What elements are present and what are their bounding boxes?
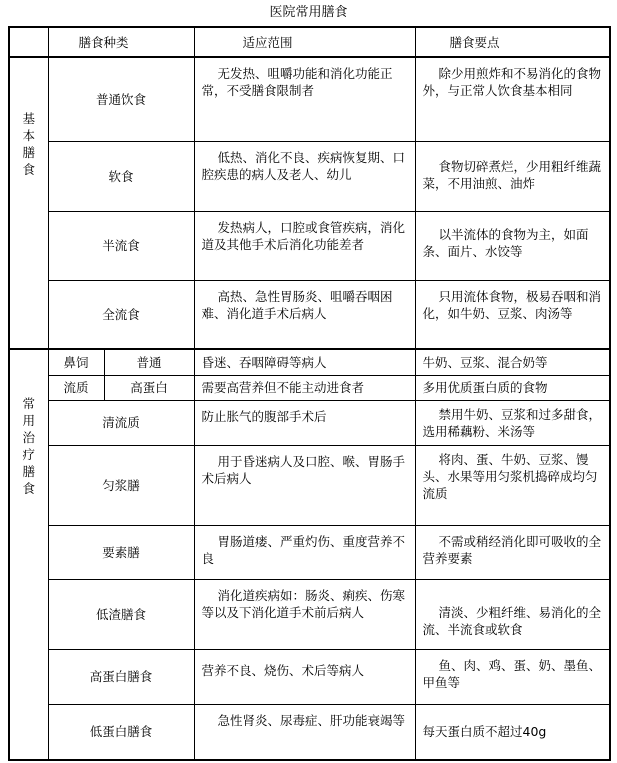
diet-name: 低渣膳食 <box>48 579 194 649</box>
diet-scope: 营养不良、烧伤、术后等病人 <box>194 649 415 704</box>
header-blank-cell <box>9 27 48 57</box>
diet-scope: 发热病人，口腔或食管疾病，消化道及其他手术后消化功能差者 <box>194 211 415 280</box>
table-row <box>9 649 610 704</box>
diet-name: 软食 <box>48 141 194 211</box>
diet-requirements: 清淡、少粗纤维、易消化的全流、半流食或软食 <box>415 579 610 649</box>
diet-name: 清流质 <box>48 400 194 445</box>
diet-requirements: 将肉、蛋、牛奶、豆浆、馒头、水果等用匀浆机捣碎成均匀流质 <box>415 445 610 525</box>
diet-requirements: 多用优质蛋白质的食物 <box>415 375 610 400</box>
table-row <box>9 57 610 141</box>
table-row <box>9 400 610 445</box>
diet-scope: 消化道疾病如：肠炎、痢疾、伤寒等以及下消化道手术前后病人 <box>194 579 415 649</box>
header-row <box>9 27 610 57</box>
diet-scope: 低热、消化不良、疾病恢复期、口腔疾患的病人及老人、幼儿 <box>194 141 415 211</box>
category-therapeutic-label: 常用治疗膳食 <box>22 395 35 496</box>
diet-scope: 需要高营养但不能主动进食者 <box>194 375 415 400</box>
diet-table <box>8 26 611 761</box>
table-row <box>9 525 610 579</box>
diet-name: 高蛋白 <box>104 375 194 400</box>
diet-name: 半流食 <box>48 211 194 280</box>
diet-scope: 防止胀气的腹部手术后 <box>194 400 415 445</box>
table-row <box>9 375 610 400</box>
category-basic <box>9 57 48 349</box>
diet-name: 高蛋白膳食 <box>48 649 194 704</box>
diet-scope: 急性肾炎、尿毒症、肝功能衰竭等 <box>194 704 415 760</box>
diet-scope: 无发热、咀嚼功能和消化功能正常，不受膳食限制者 <box>194 57 415 141</box>
diet-name: 普通 <box>104 349 194 375</box>
diet-scope: 高热、急性胃肠炎、咀嚼吞咽困难、消化道手术后病人 <box>194 280 415 349</box>
header-scope: 适应范围 <box>194 27 415 57</box>
diet-requirements: 鱼、肉、鸡、蛋、奶、墨鱼、甲鱼等 <box>415 649 610 704</box>
diet-requirements: 食物切碎煮烂，少用粗纤维蔬菜，不用油煎、油炸 <box>415 141 610 211</box>
tube-feeding-label-top: 鼻饲 <box>48 349 104 375</box>
table-row <box>9 141 610 211</box>
tube-feeding-label-bottom: 流质 <box>48 375 104 400</box>
header-requirements: 膳食要点 <box>415 27 610 57</box>
diet-scope: 昏迷、吞咽障碍等病人 <box>194 349 415 375</box>
table-row <box>9 579 610 649</box>
diet-name: 普通饮食 <box>48 57 194 141</box>
diet-requirements: 禁用牛奶、豆浆和过多甜食，选用稀藕粉、米汤等 <box>415 400 610 445</box>
diet-requirements: 除少用煎炸和不易消化的食物外，与正常人饮食基本相同 <box>415 57 610 141</box>
diet-name: 匀浆膳 <box>48 445 194 525</box>
diet-scope: 胃肠道瘘、严重灼伤、重度营养不良 <box>194 525 415 579</box>
diet-requirements: 以半流体的食物为主，如面条、面片、水饺等 <box>415 211 610 280</box>
category-basic-label: 基本膳食 <box>22 111 35 177</box>
diet-name: 全流食 <box>48 280 194 349</box>
table-row <box>9 349 610 375</box>
diet-requirements: 只用流体食物，极易吞咽和消化，如牛奶、豆浆、肉汤等 <box>415 280 610 349</box>
table-row <box>9 280 610 349</box>
diet-requirements: 不需或稍经消化即可吸收的全营养要素 <box>415 525 610 579</box>
table-row <box>9 211 610 280</box>
header-diet-type: 膳食种类 <box>48 27 194 57</box>
diet-requirements: 牛奶、豆浆、混合奶等 <box>415 349 610 375</box>
diet-name: 低蛋白膳食 <box>48 704 194 760</box>
category-therapeutic <box>9 349 48 760</box>
table-row <box>9 704 610 760</box>
table-row <box>9 445 610 525</box>
diet-scope: 用于昏迷病人及口腔、喉、胃肠手术后病人 <box>194 445 415 525</box>
diet-name: 要素膳 <box>48 525 194 579</box>
diet-requirements: 每天蛋白质不超过40g <box>415 704 610 760</box>
page-title: 医院常用膳食 <box>269 5 348 20</box>
